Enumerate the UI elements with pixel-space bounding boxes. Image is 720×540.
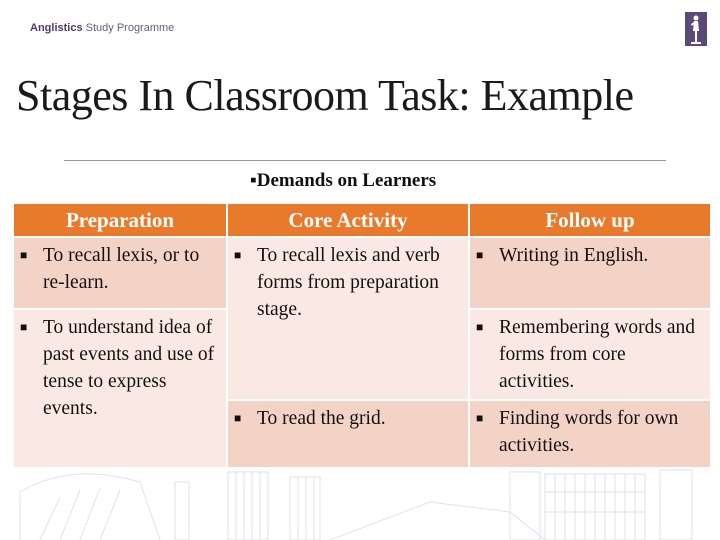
column-header-core-activity: Core Activity xyxy=(227,203,469,237)
slide-subheading: ▪Demands on Learners xyxy=(250,170,437,191)
column-header-preparation: Preparation xyxy=(13,203,227,237)
bullet-icon: ■ xyxy=(476,248,484,262)
list-item-text: Finding words for own activities. xyxy=(499,408,679,456)
list-item xyxy=(476,242,704,269)
list-item-text: To understand idea of past events and use of tense to express events. xyxy=(43,317,215,419)
bullet-icon: ■ xyxy=(476,411,484,425)
table-cell xyxy=(227,400,469,468)
column-header-follow-up: Follow up xyxy=(469,203,711,237)
list-item xyxy=(234,242,462,323)
figure-silhouette-logo-icon xyxy=(685,12,707,46)
architecture-sketch-decoration xyxy=(0,462,720,540)
list-item-text: Remembering words and forms from core activities. xyxy=(499,317,696,392)
slide-title: Stages In Classroom Task: Example xyxy=(16,71,634,120)
list-item xyxy=(476,314,704,395)
table-header-row xyxy=(13,203,711,237)
list-item-text: Writing in English. xyxy=(499,245,649,266)
stages-table xyxy=(12,202,712,469)
table-cell xyxy=(227,237,469,400)
bullet-icon: ■ xyxy=(476,320,484,334)
title-divider xyxy=(64,160,666,161)
list-item xyxy=(476,405,704,459)
table-cell xyxy=(13,309,227,468)
header-brand: Anglistics xyxy=(30,22,83,34)
list-item-text: To read the grid. xyxy=(257,408,386,429)
table-cell xyxy=(469,237,711,309)
bullet-icon: ■ xyxy=(234,411,242,425)
list-item-text: To recall lexis, or to re-learn. xyxy=(43,245,200,293)
bullet-icon: ■ xyxy=(20,248,28,262)
table-cell xyxy=(469,400,711,468)
list-item-text: To recall lexis and verb forms from preparation stage. xyxy=(257,245,440,320)
list-item xyxy=(234,405,462,432)
programme-header xyxy=(30,22,174,34)
table-cell xyxy=(469,309,711,400)
bullet-icon: ■ xyxy=(234,248,242,262)
table-row xyxy=(13,237,711,309)
table-cell xyxy=(13,237,227,309)
list-item xyxy=(20,242,220,296)
bullet-icon: ■ xyxy=(20,320,28,334)
list-item xyxy=(20,314,220,422)
header-programme: Study Programme xyxy=(85,22,175,34)
